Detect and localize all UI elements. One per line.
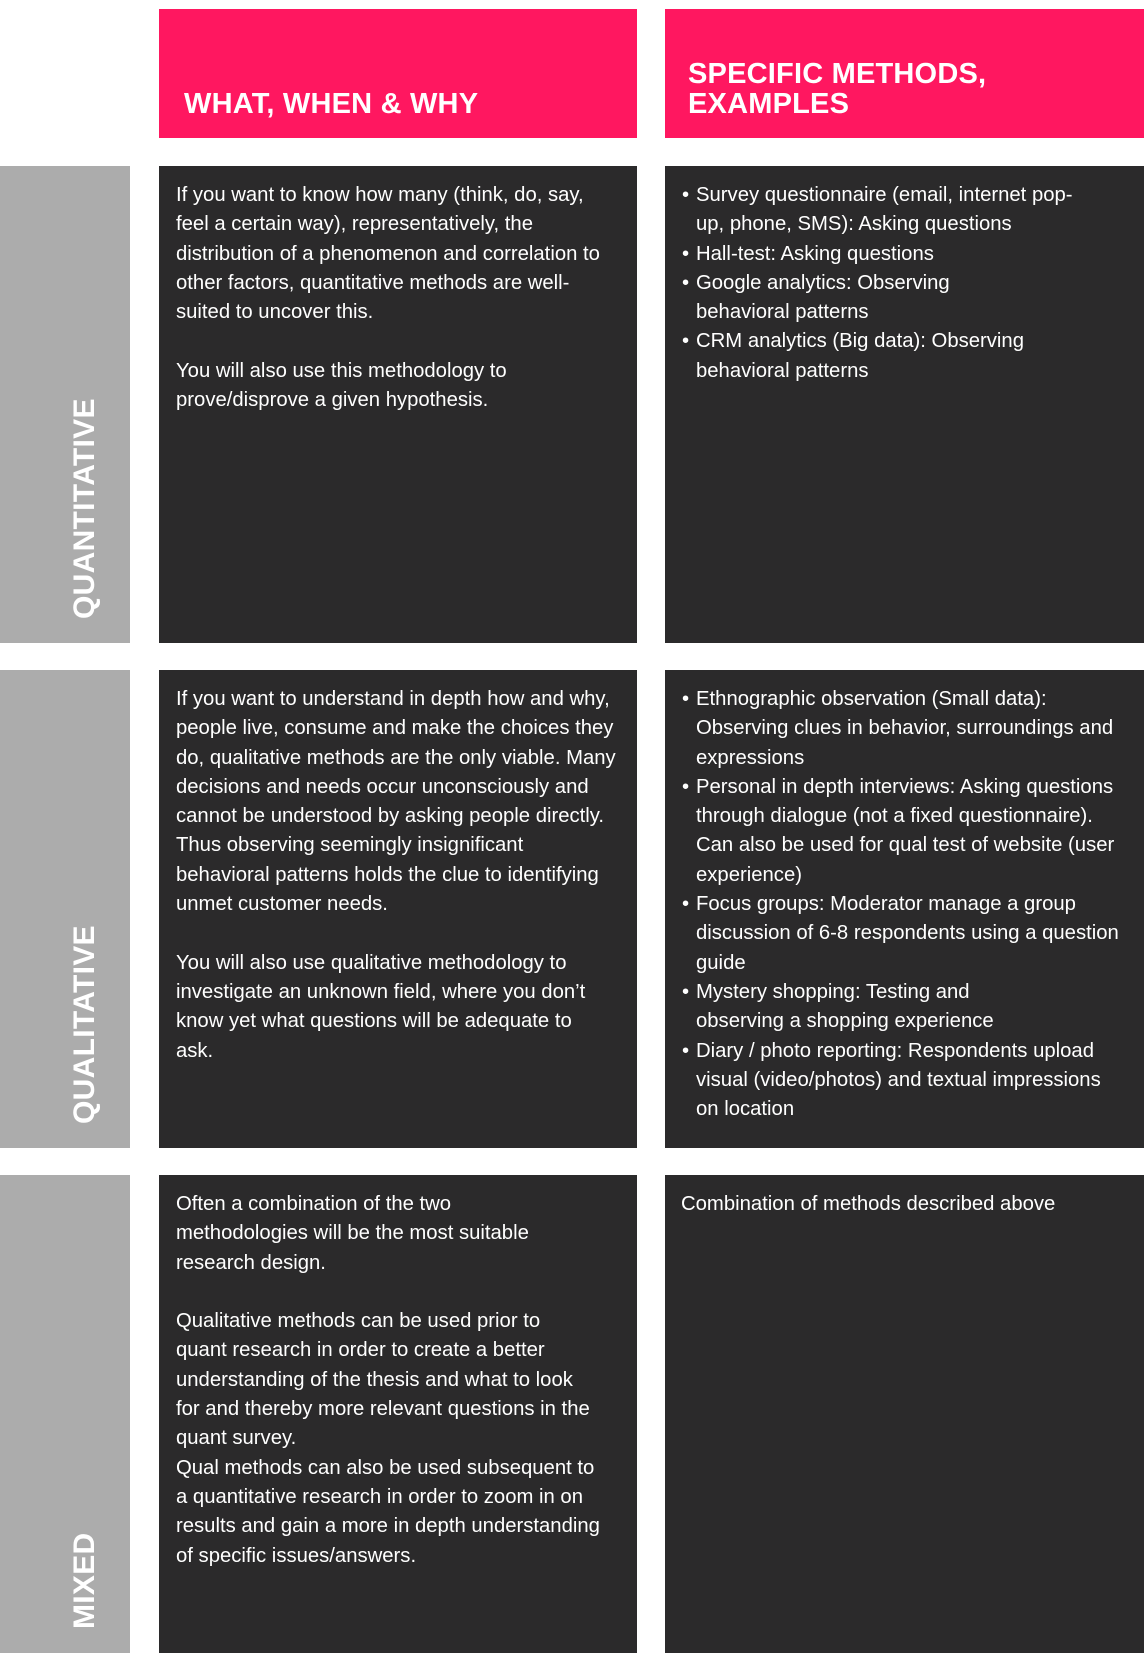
- method-item: [681, 773, 1116, 890]
- method-item-text: • Ethnographic observation (Small data): Observing clues in behavior, surroundings and expressions: [696, 688, 1114, 769]
- quantitative-what-cell: [159, 166, 637, 643]
- method-item-text: • Hall-test: Asking questions: [696, 242, 934, 265]
- method-item: [681, 685, 1132, 773]
- row-label-mixed-text: MIXED: [68, 1532, 101, 1629]
- header-what-when-why-label: WHAT, WHEN & WHY: [184, 88, 479, 120]
- method-item: [681, 240, 1132, 269]
- method-item: [681, 269, 996, 328]
- qualitative-methods-cell: [665, 670, 1144, 1148]
- row-label-mixed: [0, 1175, 130, 1653]
- row-label-qualitative-text: QUALITATIVE: [68, 925, 101, 1124]
- row-label-quantitative-text: QUANTITATIVE: [68, 398, 101, 619]
- method-item-text: • Survey questionnaire (email, internet pop-up, phone, SMS): Asking questions: [696, 184, 1073, 236]
- qualitative-what-paragraph: If you want to understand in depth how and why, people live, consume and make the choices they do, qualitative methods are the only viable. Many decisions and needs occur unconsciously and cannot be understood by asking people directly. Thus observing seemingly insignificant behavioral patterns holds the clue to identifying unmet customer needs.: [176, 688, 616, 916]
- method-item-text: • Focus groups: Moderator manage a group discussion of 6-8 respondents using a question guide: [696, 893, 1119, 974]
- row-label-quantitative: [0, 166, 130, 643]
- qualitative-what-paragraph: You will also use qualitative methodology to investigate an unknown field, where you don’t know yet what questions will be adequate to ask.: [176, 951, 586, 1062]
- header-what-when-why: [159, 9, 637, 138]
- quantitative-methods-cell: [665, 166, 1144, 643]
- method-item-text: • Personal in depth interviews: Asking questions through dialogue (not a fixed questionnaire). Can also be used for qual test of website (user experience): [696, 775, 1115, 886]
- method-item-text: • Diary / photo reporting: Respondents upload visual (video/photos) and textual impressions on location: [696, 1039, 1101, 1121]
- method-item: [681, 890, 1121, 978]
- method-item-text: • CRM analytics (Big data): Observing behavioral patterns: [696, 330, 1024, 382]
- mixed-what-paragraph: Often a combination of the two methodologies will be the most suitable research design.: [176, 1193, 529, 1274]
- qualitative-what-cell: [159, 670, 637, 1148]
- header-specific-methods-label: SPECIFIC METHODS, EXAMPLES: [688, 58, 987, 120]
- mixed-what-cell: [159, 1175, 637, 1653]
- mixed-what-paragraph: Qualitative methods can be used prior to quant research in order to create a better understanding of the thesis and what to look for and thereby more relevant questions in the quant survey.: [176, 1310, 590, 1450]
- method-item: [681, 978, 1026, 1037]
- mixed-what-paragraph: Qual methods can also be used subsequent to a quantitative research in order to zoom in on results and gain a more in depth understanding of specific issues/answers.: [176, 1456, 600, 1567]
- quantitative-what-paragraph: If you want to know how many (think, do, say, feel a certain way), representatively, the distribution of a phenomenon and correlation to other factors, quantitative methods are well-suited to uncover this.: [176, 184, 600, 324]
- mixed-methods-cell: [665, 1175, 1144, 1653]
- mixed-methods-text: Combination of methods described above: [681, 1193, 1056, 1215]
- header-specific-methods: [665, 9, 1144, 138]
- method-item-text: • Google analytics: Observing behavioral patterns: [696, 271, 950, 324]
- method-item: [681, 181, 1096, 240]
- row-label-qualitative: [0, 670, 130, 1148]
- method-item-text: • Mystery shopping: Testing and observing a shopping experience: [696, 980, 994, 1033]
- quantitative-what-paragraph: You will also use this methodology to prove/disprove a given hypothesis.: [176, 359, 507, 412]
- method-item: [681, 327, 1076, 386]
- method-item: [681, 1037, 1101, 1125]
